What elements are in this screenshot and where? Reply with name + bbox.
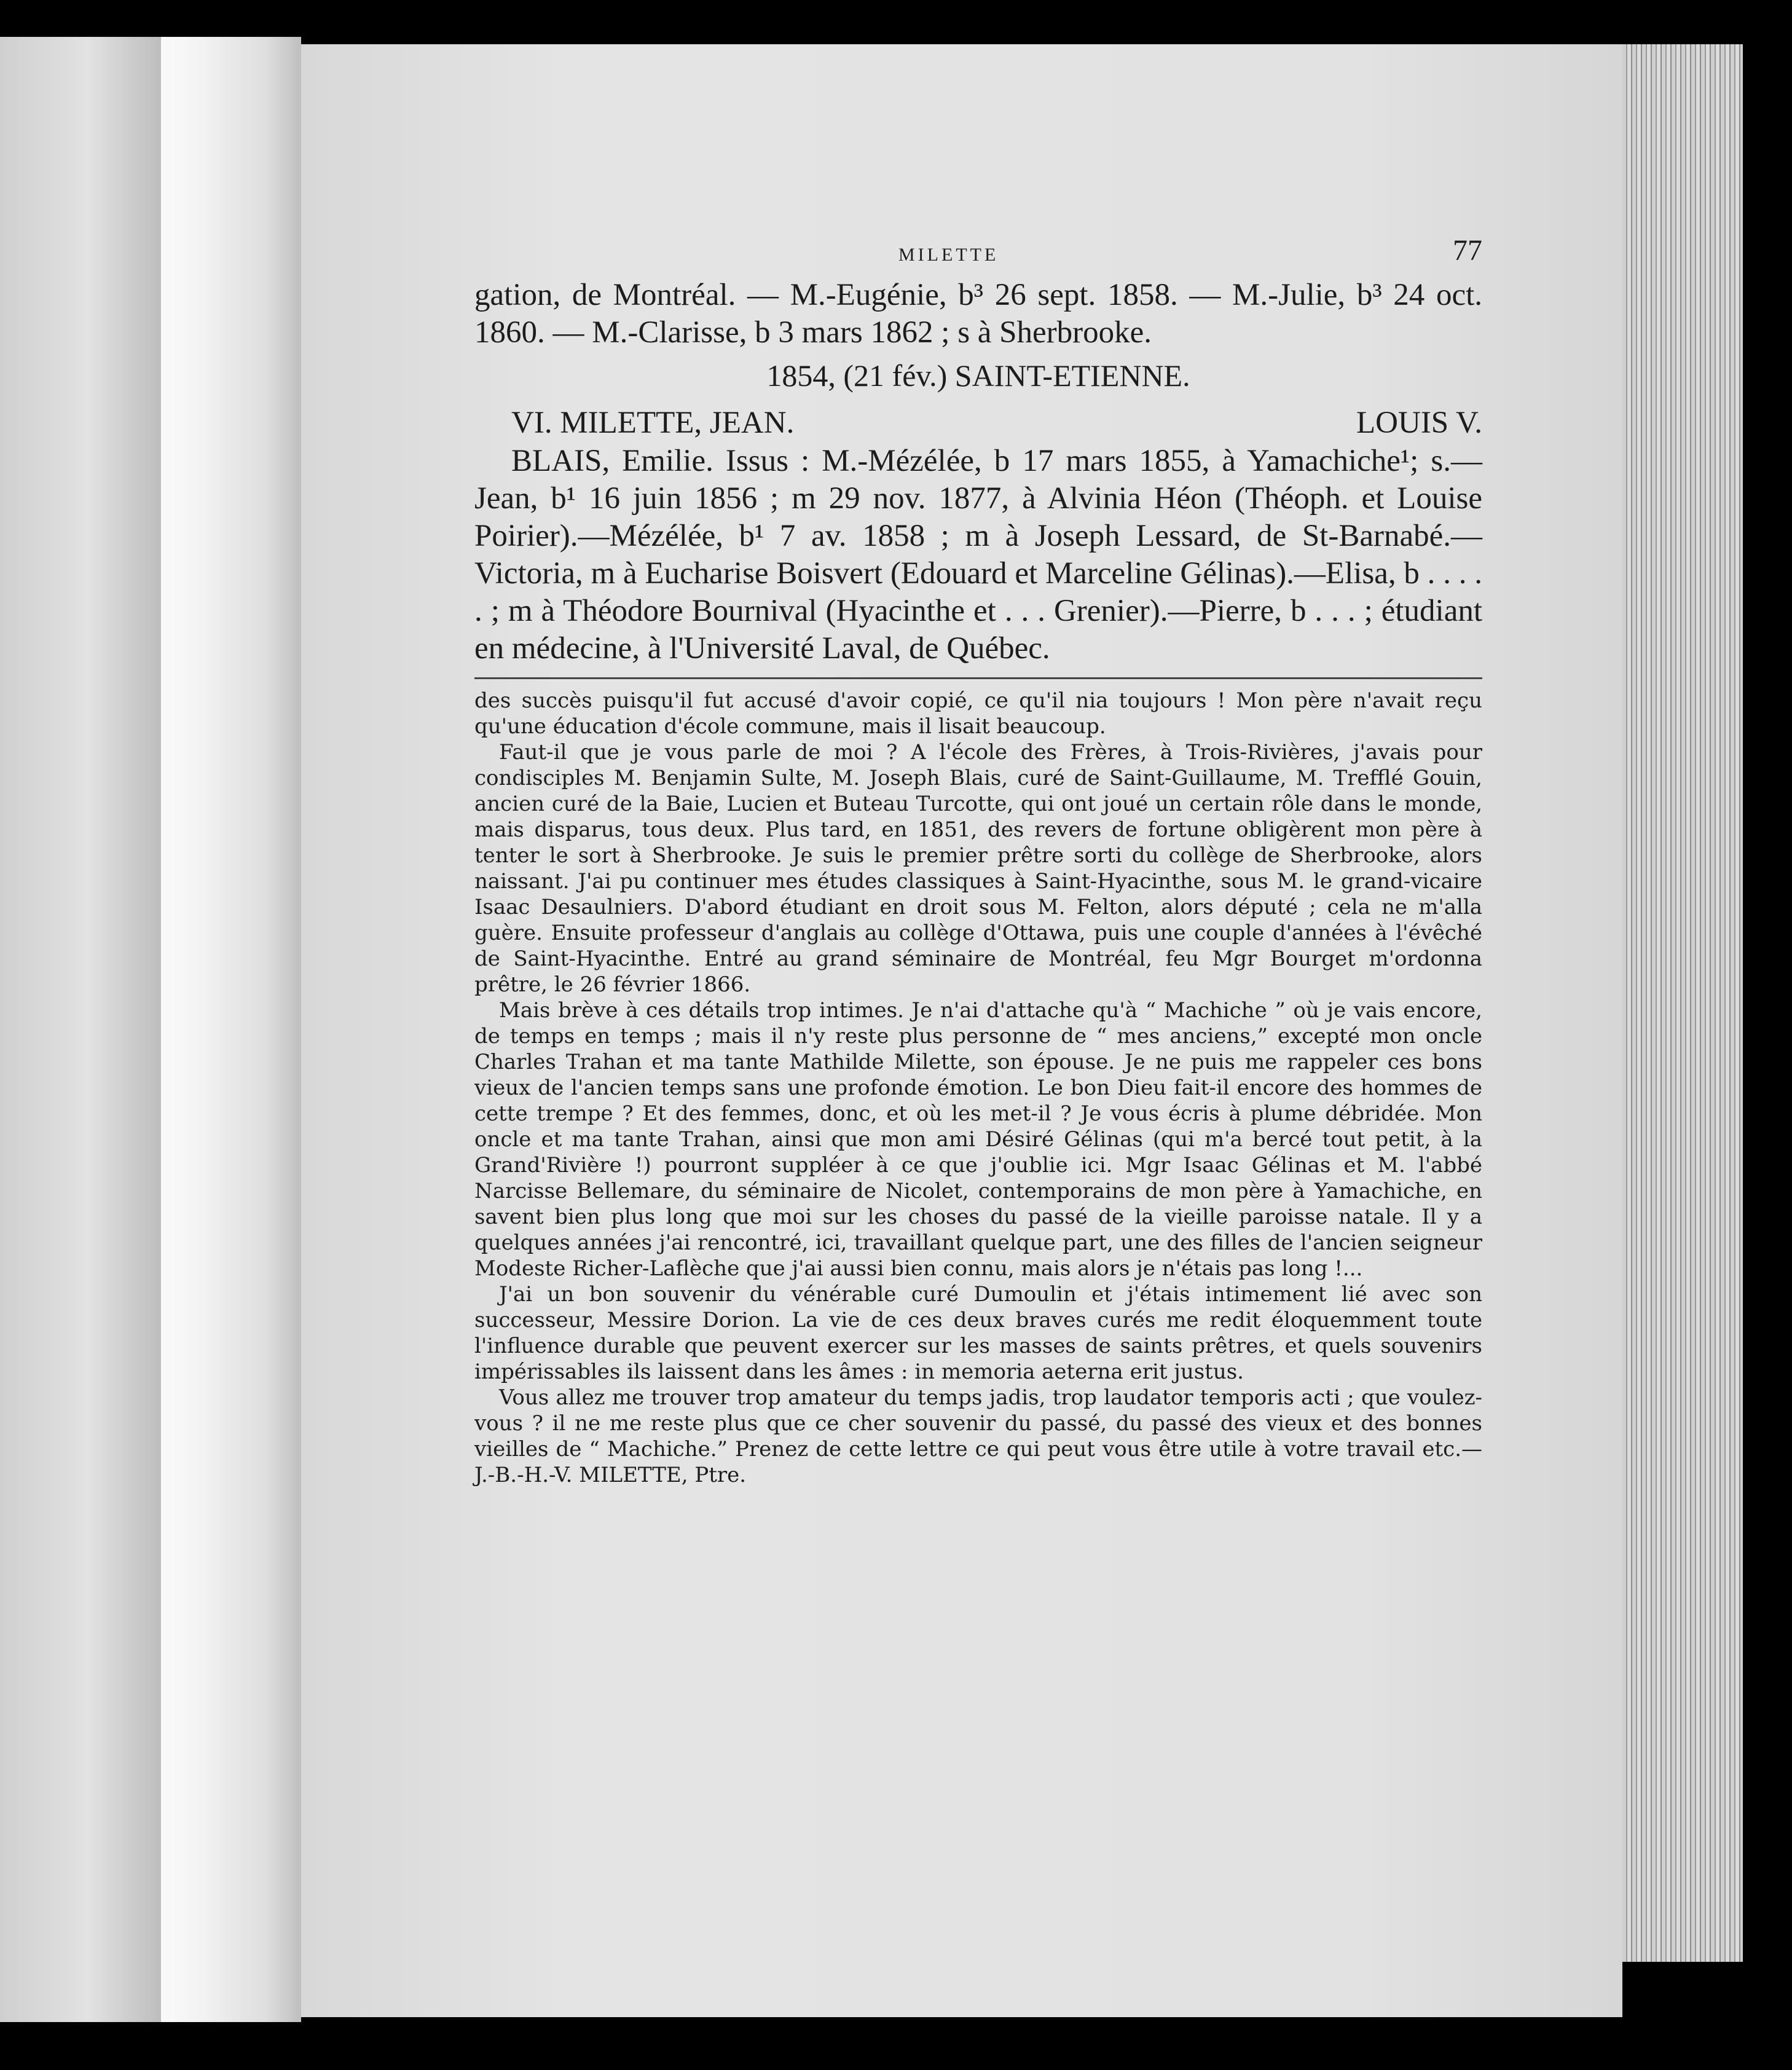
- running-head: [474, 234, 1482, 277]
- marriage-heading: 1854, (21 fév.) SAINT-ETIENNE.: [766, 358, 1190, 393]
- page-content: [474, 234, 1482, 1488]
- footnote-paragraph: des succès puisqu'il fut accusé d'avoir copié, ce qu'il nia toujours ! Mon père n'avait reçu qu'une éducation d'école commune, mais il lisait beaucoup.: [474, 688, 1482, 739]
- entry-parent: LOUIS V.: [1356, 406, 1482, 440]
- footnote-divider: [474, 677, 1482, 679]
- facing-page-edge: [0, 37, 161, 2022]
- footnote-paragraph: Vous allez me trouver trop amateur du temps jadis, trop laudator temporis acti ; que voulez-vous ? il ne me reste plus que ce cher souvenir du passé, du passé des vieux et des bonnes vieilles de “ Machiche.” Prenez de cette lettre ce qui peut vous être utile à votre travail etc.—J.-B.-H.-V. MILETTE, Ptre.: [474, 1385, 1482, 1487]
- footnote-paragraph: J'ai un bon souvenir du vénérable curé Dumoulin et j'étais intimement lié avec son successeur, Messire Dorion. La vie de ces deux braves curés me redit éloquemment toute l'influence durable que peuvent exercer sur les masses de saints prêtres, et quels souvenirs impérissables ils laissent dans les âmes : in memoria aeterna erit justus.: [474, 1282, 1482, 1384]
- genealogy-entry-head: [474, 403, 1482, 443]
- main-paragraph: gation, de Montréal. — M.-Eugénie, b³ 26 sept. 1858. — M.-Julie, b³ 24 oct. 1860. — M.-Clarisse, b 3 mars 1862 ; s à Sherbrooke.: [474, 278, 1482, 350]
- book-gutter: [161, 37, 301, 2022]
- genealogy-entry-body: BLAIS, Emilie. Issus : M.-Mézélée, b 17 mars 1855, à Yamachiche¹; s.—Jean, b¹ 16 juin 1856 ; m 29 nov. 1877, à Alvinia Héon (Théoph. et Louise Poirier).—Mézélée, b¹ 7 av. 1858 ; m à Joseph Lessard, de St-Barnabé.—Victoria, m à Eucharise Boisvert (Edouard et Marceline Gélinas).—Elisa, b . . . . . ; m à Théodore Bournival (Hyacinthe et . . . Grenier).—Pierre, b . . . ; étudiant en médecine, à l'Université Laval, de Québec.: [474, 444, 1482, 666]
- footnote-paragraph: Mais brève à ces détails trop intimes. Je n'ai d'attache qu'à “ Machiche ” où je vais encore, de temps en temps ; mais il n'y reste plus personne de “ mes anciens,” excepté mon oncle Charles Trahan et ma tante Mathilde Milette, son épouse. Je ne puis me rappeler ces bons vieux de l'ancien temps sans une profonde émotion. Le bon Dieu fait-il encore des hommes de cette trempe ? Et des femmes, donc, et où les met-il ? Je vous écris à plume débridée. Mon oncle et ma tante Trahan, ainsi que mon ami Désiré Gélinas (qui m'a bercé tout petit, à la Grand'Rivière !) pourront suppléer à ce que j'oublie ici. Mgr Isaac Gélinas et M. l'abbé Narcisse Bellemare, du séminaire de Nicolet, contemporains de mon père à Yamachiche, en savent bien plus long que moi sur les choses du passé de la vieille paroisse natale. Il y a quelques années j'ai rencontré, ici, travaillant quelque part, une des filles de l'ancien seigneur Modeste Richer-Laflèche que j'ai aussi bien connu, mais alors je n'étais pas long !...: [474, 998, 1482, 1281]
- entry-name: VI. MILETTE, JEAN.: [511, 406, 795, 440]
- page-stack-edges: [1622, 44, 1743, 1962]
- page-number: 77: [1453, 234, 1482, 267]
- footnote-paragraph: Faut-il que je vous parle de moi ? A l'école des Frères, à Trois-Rivières, j'avais pour condisciples M. Benjamin Sulte, M. Joseph Blais, curé de Saint-Guillaume, M. Trefflé Gouin, ancien curé de la Baie, Lucien et Buteau Turcotte, qui ont joué un certain rôle dans le monde, mais disparus, tous deux. Plus tard, en 1851, des revers de fortune obligèrent mon père à tenter le sort à Sherbrooke. Je suis le premier prêtre sorti du collège de Sherbrooke, alors naissant. J'ai pu continuer mes études classiques à Saint-Hyacinthe, sous M. le grand-vicaire Isaac Desaulniers. D'abord étudiant en droit sous M. Felton, alors député ; cela ne m'alla guère. Ensuite professeur d'anglais au collège d'Ottawa, puis une couple d'années à l'évêché de Saint-Hyacinthe. Entré au grand séminaire de Montréal, feu Mgr Bourget m'ordonna prêtre, le 26 février 1866.: [474, 740, 1482, 997]
- running-title: MILETTE: [898, 245, 999, 265]
